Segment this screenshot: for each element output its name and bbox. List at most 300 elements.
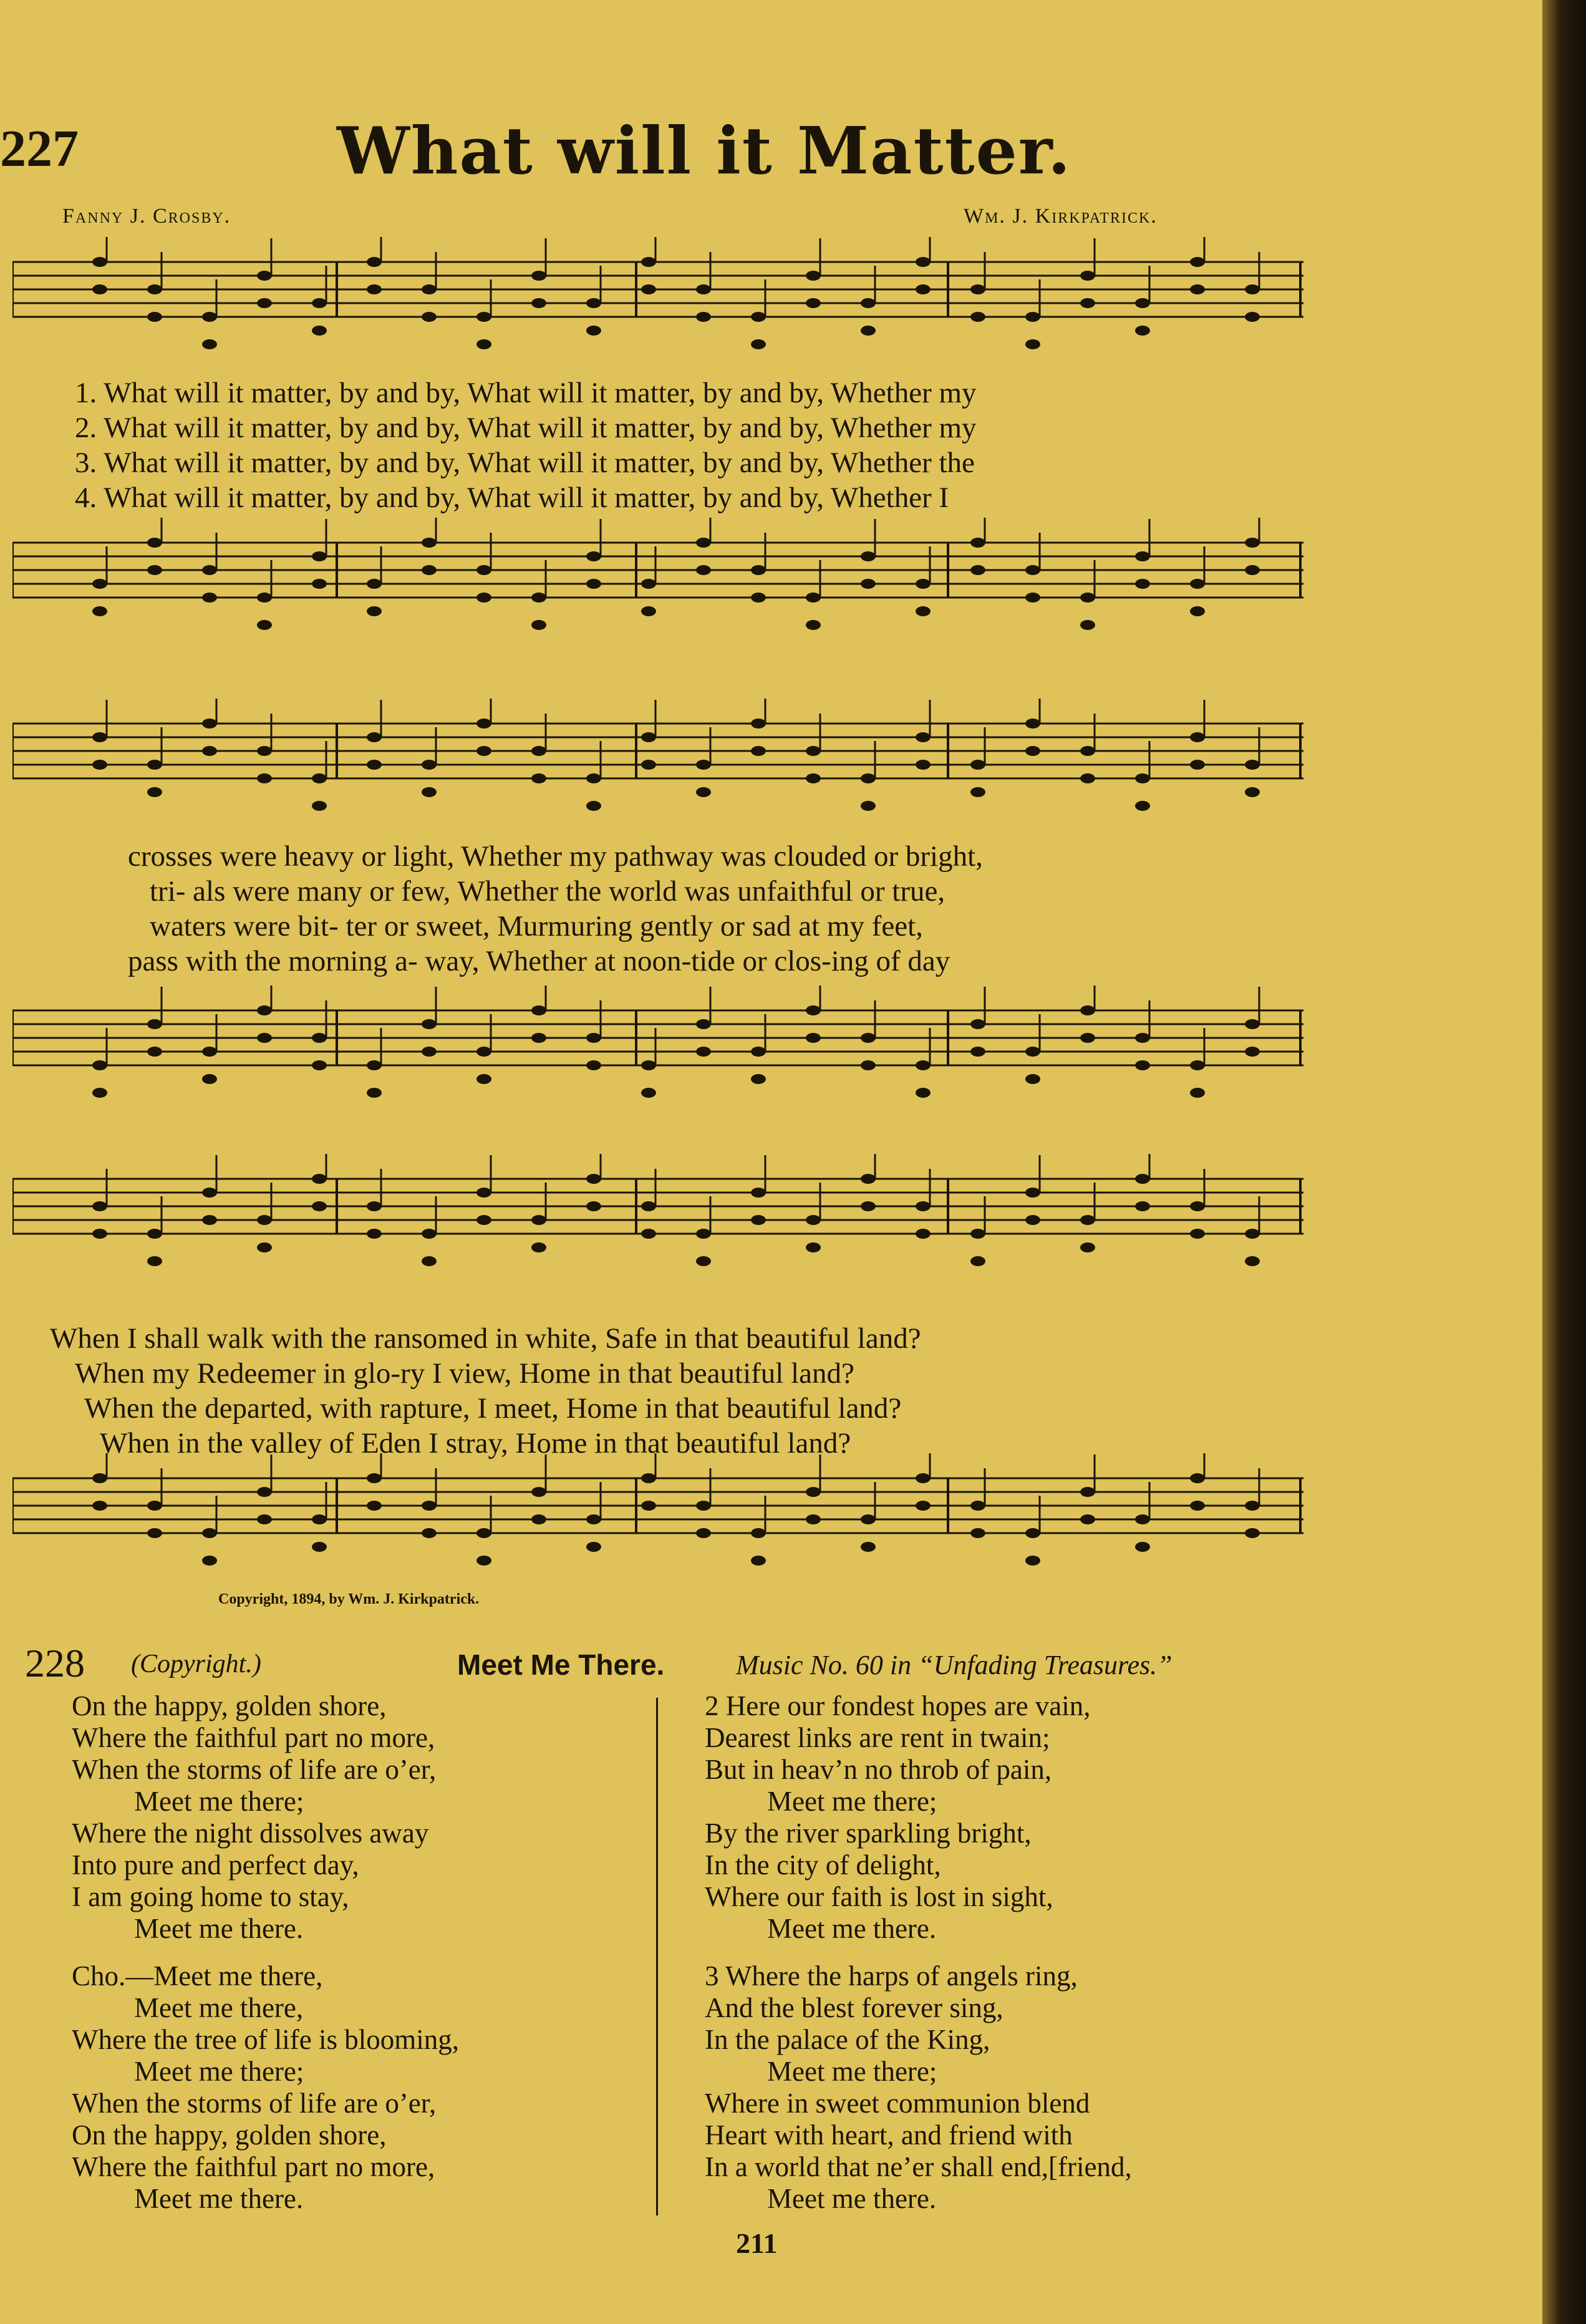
note-head [806, 593, 821, 603]
note-head [422, 1528, 437, 1538]
note-head [861, 326, 876, 336]
verse-line: Heart with heart, and friend with [705, 2119, 1073, 2151]
note-head [1135, 1174, 1150, 1184]
note-head [916, 760, 931, 770]
hymn-228-title: Meet Me There. [457, 1649, 665, 1681]
note-head [916, 606, 931, 616]
note-head [641, 1473, 656, 1483]
note-head [970, 1019, 985, 1029]
note-head [970, 787, 985, 797]
verse-line: When in the valley of Eden I stray, Home in that beautiful land? [100, 1427, 851, 1460]
note-head [476, 565, 491, 575]
verse-line: Meet me there. [134, 2183, 304, 2214]
note-head [367, 606, 382, 616]
note-head [367, 579, 382, 589]
note-head [1025, 565, 1040, 575]
note-head [422, 1229, 437, 1239]
bass-staff-2 [12, 985, 1303, 1135]
note-head [696, 284, 711, 294]
note-head [1080, 271, 1095, 281]
verse-line: 2 Here our fondest hopes are vain, [705, 1690, 1091, 1721]
note-head [696, 1501, 711, 1511]
verse-line: In a world that ne’er shall end,[friend, [705, 2151, 1132, 2182]
note-head [422, 760, 437, 770]
note-head [1080, 773, 1095, 783]
note-head [312, 1033, 327, 1043]
note-head [641, 606, 656, 616]
treble-staff-3 [12, 1154, 1303, 1297]
note-head [312, 326, 327, 336]
note-head [806, 1215, 821, 1225]
note-head [806, 271, 821, 281]
verse-line: By the river sparkling bright, [705, 1818, 1032, 1849]
note-head [586, 579, 601, 589]
note-head [806, 1514, 821, 1524]
note-head [147, 312, 162, 322]
verse-line: I am going home to stay, [72, 1881, 349, 1912]
note-head [202, 1047, 217, 1057]
note-head [806, 1033, 821, 1043]
note-head [531, 1242, 546, 1252]
note-head [970, 1256, 985, 1266]
note-head [531, 593, 546, 603]
note-head [696, 787, 711, 797]
note-head [1135, 326, 1150, 336]
note-head [147, 284, 162, 294]
note-head [1190, 1088, 1205, 1098]
note-head [1135, 1514, 1150, 1524]
note-head [476, 1047, 491, 1057]
treble-staff-1 [12, 237, 1303, 380]
note-head [751, 593, 766, 603]
note-head [641, 284, 656, 294]
note-head [751, 1074, 766, 1084]
note-head [1080, 1487, 1095, 1497]
note-head [696, 1019, 711, 1029]
note-head [1080, 620, 1095, 630]
note-head [92, 1473, 107, 1483]
note-head [257, 746, 272, 756]
note-head [916, 257, 931, 267]
note-head [1190, 257, 1205, 267]
song-title: What will it Matter. [337, 112, 1072, 189]
note-head [312, 1201, 327, 1211]
note-head [422, 1019, 437, 1029]
note-head [806, 1242, 821, 1252]
note-head [751, 312, 766, 322]
note-head [1245, 1256, 1260, 1266]
verse-line: On the happy, golden shore, [72, 1690, 387, 1721]
note-head [1080, 593, 1095, 603]
note-head [367, 1229, 382, 1239]
note-head [970, 284, 985, 294]
note-head [422, 787, 437, 797]
note-head [696, 1229, 711, 1239]
note-head [476, 593, 491, 603]
note-head [861, 773, 876, 783]
note-head [367, 284, 382, 294]
note-head [1190, 732, 1205, 742]
verse-line: Into pure and perfect day, [72, 1849, 359, 1881]
note-head [696, 1528, 711, 1538]
composer: Wm. J. Kirkpatrick. [964, 205, 1158, 228]
verse-line: When the storms of life are o’er, [72, 1754, 437, 1785]
note-head [531, 271, 546, 281]
note-head [531, 1215, 546, 1225]
note-head [1025, 1215, 1040, 1225]
note-head [751, 1215, 766, 1225]
note-head [367, 1201, 382, 1211]
note-head [92, 732, 107, 742]
note-head [1025, 719, 1040, 729]
note-head [312, 551, 327, 561]
note-head [92, 760, 107, 770]
note-head [806, 773, 821, 783]
note-head [92, 1088, 107, 1098]
note-head [970, 1501, 985, 1511]
note-head [1190, 284, 1205, 294]
note-head [367, 1501, 382, 1511]
note-head [1190, 1229, 1205, 1239]
verse-line: waters were bit- ter or sweet, Murmuring gently or sad at my feet, [150, 910, 923, 942]
note-head [367, 732, 382, 742]
verse-line: 2. What will it matter, by and by, What will it matter, by and by, Whether my [75, 412, 977, 444]
note-head [916, 1501, 931, 1511]
note-head [696, 1047, 711, 1057]
note-head [92, 1229, 107, 1239]
note-head [422, 284, 437, 294]
note-head [1135, 1542, 1150, 1552]
note-head [1135, 579, 1150, 589]
note-head [367, 1060, 382, 1070]
note-head [92, 1501, 107, 1511]
note-head [806, 746, 821, 756]
note-head [312, 1060, 327, 1070]
verse-line: On the happy, golden shore, [72, 2119, 387, 2151]
note-head [312, 1514, 327, 1524]
note-head [1190, 1201, 1205, 1211]
note-head [1245, 1047, 1260, 1057]
note-head [257, 773, 272, 783]
verse-line: 3. What will it matter, by and by, What will it matter, by and by, Whether the [75, 447, 975, 479]
page-edge [1542, 0, 1586, 2324]
note-head [641, 1201, 656, 1211]
verse-line: pass with the morning a- way, Whether at noon-tide or clos-ing of day [128, 945, 950, 977]
note-head [257, 620, 272, 630]
note-head [696, 1256, 711, 1266]
note-head [92, 579, 107, 589]
note-head [147, 1501, 162, 1511]
note-head [751, 339, 766, 349]
note-head [312, 298, 327, 308]
note-head [1025, 1188, 1040, 1198]
note-head [1190, 1060, 1205, 1070]
note-head [1190, 1501, 1205, 1511]
note-head [751, 746, 766, 756]
note-head [476, 746, 491, 756]
note-head [202, 593, 217, 603]
note-head [202, 719, 217, 729]
note-head [970, 1229, 985, 1239]
treble-staff-2 [12, 699, 1303, 842]
note-head [751, 565, 766, 575]
note-head [1080, 746, 1095, 756]
note-head [861, 579, 876, 589]
verse-line: When I shall walk with the ransomed in white, Safe in that beautiful land? [50, 1322, 921, 1355]
verse-line: tri- als were many or few, Whether the world was unfaithful or true, [150, 875, 945, 908]
note-head [696, 538, 711, 548]
verse-line: And the blest forever sing, [705, 1992, 1003, 2023]
note-head [531, 1033, 546, 1043]
note-head [202, 1188, 217, 1198]
note-head [751, 1528, 766, 1538]
lyricist: Fanny J. Crosby. [62, 205, 231, 228]
note-head [312, 773, 327, 783]
note-head [531, 298, 546, 308]
note-head [970, 565, 985, 575]
note-head [257, 1215, 272, 1225]
bass-staff-1 [12, 518, 1303, 667]
note-head [476, 719, 491, 729]
note-head [806, 1005, 821, 1015]
verse-line: Meet me there, [134, 1992, 304, 2023]
note-head [422, 312, 437, 322]
note-head [1025, 1047, 1040, 1057]
note-head [806, 620, 821, 630]
note-head [367, 257, 382, 267]
verse-line [705, 1945, 1132, 1960]
note-head [641, 579, 656, 589]
note-head [861, 801, 876, 811]
hymn-number: 227 [0, 120, 79, 178]
note-head [1245, 312, 1260, 322]
note-head [1135, 801, 1150, 811]
note-head [861, 551, 876, 561]
note-head [312, 1542, 327, 1552]
note-head [531, 620, 546, 630]
note-head [1245, 1229, 1260, 1239]
verse-line: Cho.—Meet me there, [72, 1960, 323, 1992]
note-head [696, 760, 711, 770]
verse-line: 1. What will it matter, by and by, What will it matter, by and by, Whether my [75, 377, 977, 409]
note-head [586, 298, 601, 308]
note-head [916, 579, 931, 589]
note-head [1190, 1473, 1205, 1483]
note-head [422, 1256, 437, 1266]
note-head [586, 1201, 601, 1211]
note-head [916, 1229, 931, 1239]
note-head [1135, 1201, 1150, 1211]
hymn-228-number: 228 [25, 1641, 85, 1685]
note-head [1245, 1528, 1260, 1538]
bass-staff-3 [12, 1453, 1303, 1603]
verse-line: Where in sweet communion blend [705, 2088, 1090, 2119]
note-head [751, 719, 766, 729]
note-head [586, 1514, 601, 1524]
note-head [422, 1047, 437, 1057]
note-head [367, 760, 382, 770]
verse-line [72, 1945, 459, 1960]
note-head [861, 1060, 876, 1070]
note-head [422, 538, 437, 548]
note-head [916, 1060, 931, 1070]
note-head [916, 1201, 931, 1211]
note-head [147, 787, 162, 797]
note-head [1025, 339, 1040, 349]
column-divider [656, 1698, 658, 2215]
note-head [1080, 1242, 1095, 1252]
page-number: 211 [736, 2227, 778, 2259]
note-head [92, 257, 107, 267]
note-head [202, 1528, 217, 1538]
note-head [1190, 606, 1205, 616]
verse-line: When my Redeemer in glo-ry I view, Home in that beautiful land? [75, 1357, 854, 1390]
note-head [751, 1556, 766, 1566]
note-head [92, 606, 107, 616]
note-head [312, 801, 327, 811]
note-head [641, 1229, 656, 1239]
note-head [202, 565, 217, 575]
note-head [257, 1005, 272, 1015]
note-head [1135, 298, 1150, 308]
note-head [1025, 593, 1040, 603]
note-head [367, 1473, 382, 1483]
lyrics-system-2 [128, 839, 983, 979]
note-head [1245, 1019, 1260, 1029]
verse-line: Meet me there; [134, 2056, 304, 2087]
note-head [476, 339, 491, 349]
note-head [1080, 1005, 1095, 1015]
note-head [1080, 298, 1095, 308]
note-head [970, 538, 985, 548]
note-head [1025, 746, 1040, 756]
note-head [1025, 1556, 1040, 1566]
note-head [202, 339, 217, 349]
note-head [641, 732, 656, 742]
note-head [147, 1528, 162, 1538]
verse-line: When the departed, with rapture, I meet, Home in that beautiful land? [84, 1392, 902, 1425]
note-head [422, 1501, 437, 1511]
verse-line: crosses were heavy or light, Whether my pathway was clouded or bright, [128, 840, 983, 873]
note-head [92, 1060, 107, 1070]
note-head [861, 1174, 876, 1184]
note-head [1025, 312, 1040, 322]
note-head [586, 1033, 601, 1043]
verse-line: Where the faithful part no more, [72, 1722, 435, 1753]
note-head [257, 593, 272, 603]
note-head [1025, 1074, 1040, 1084]
note-head [751, 1188, 766, 1198]
verse-line: Meet me there. [767, 2183, 937, 2214]
note-head [147, 1019, 162, 1029]
note-head [202, 746, 217, 756]
note-head [147, 565, 162, 575]
note-head [476, 1188, 491, 1198]
hymn-228-copyright: (Copyright.) [131, 1650, 261, 1678]
verse-column-right [705, 1690, 1132, 2215]
note-head [92, 284, 107, 294]
note-head [147, 1256, 162, 1266]
note-head [861, 298, 876, 308]
verse-line: Meet me there; [767, 1786, 937, 1817]
note-head [586, 326, 601, 336]
note-head [202, 1074, 217, 1084]
verse-line: Meet me there. [767, 1913, 937, 1944]
note-head [806, 298, 821, 308]
note-head [806, 1487, 821, 1497]
note-head [312, 579, 327, 589]
note-head [202, 1215, 217, 1225]
note-head [1025, 1528, 1040, 1538]
note-head [1080, 1033, 1095, 1043]
note-head [696, 565, 711, 575]
verse-line: But in heav’n no throb of pain, [705, 1754, 1052, 1785]
note-head [1245, 1501, 1260, 1511]
note-head [257, 1242, 272, 1252]
note-head [586, 1060, 601, 1070]
note-head [970, 312, 985, 322]
verse-line: Meet me there; [767, 2056, 937, 2087]
note-head [202, 1556, 217, 1566]
verse-line: Where our faith is lost in sight, [705, 1881, 1053, 1912]
note-head [476, 1215, 491, 1225]
note-head [1245, 284, 1260, 294]
note-head [531, 1005, 546, 1015]
note-head [1135, 551, 1150, 561]
note-head [1135, 1033, 1150, 1043]
note-head [476, 1528, 491, 1538]
note-head [257, 1033, 272, 1043]
note-head [861, 1542, 876, 1552]
verse-line: Meet me there. [134, 1913, 304, 1944]
note-head [147, 1229, 162, 1239]
note-head [531, 746, 546, 756]
note-head [916, 1088, 931, 1098]
note-head [970, 1528, 985, 1538]
note-head [147, 538, 162, 548]
verse-line: In the palace of the King, [705, 2024, 990, 2055]
note-head [861, 1514, 876, 1524]
note-head [531, 1487, 546, 1497]
lyrics-system-1 [75, 375, 977, 515]
note-head [1080, 1514, 1095, 1524]
note-head [367, 1088, 382, 1098]
note-head [1245, 565, 1260, 575]
note-head [1135, 1060, 1150, 1070]
note-head [1135, 773, 1150, 783]
note-head [641, 1501, 656, 1511]
note-head [641, 1060, 656, 1070]
note-head [531, 1514, 546, 1524]
note-head [1190, 760, 1205, 770]
verse-line: When the storms of life are o’er, [72, 2088, 437, 2119]
note-head [202, 312, 217, 322]
note-head [476, 1074, 491, 1084]
verse-line: Meet me there; [134, 1786, 304, 1817]
note-head [970, 1047, 985, 1057]
note-head [586, 801, 601, 811]
note-head [147, 760, 162, 770]
note-head [312, 1174, 327, 1184]
verse-line: 4. What will it matter, by and by, What will it matter, by and by, Whether I [75, 482, 949, 514]
note-head [257, 271, 272, 281]
note-head [1190, 579, 1205, 589]
note-head [1245, 787, 1260, 797]
note-head [861, 1201, 876, 1211]
note-head [257, 1487, 272, 1497]
note-head [257, 298, 272, 308]
note-head [970, 760, 985, 770]
